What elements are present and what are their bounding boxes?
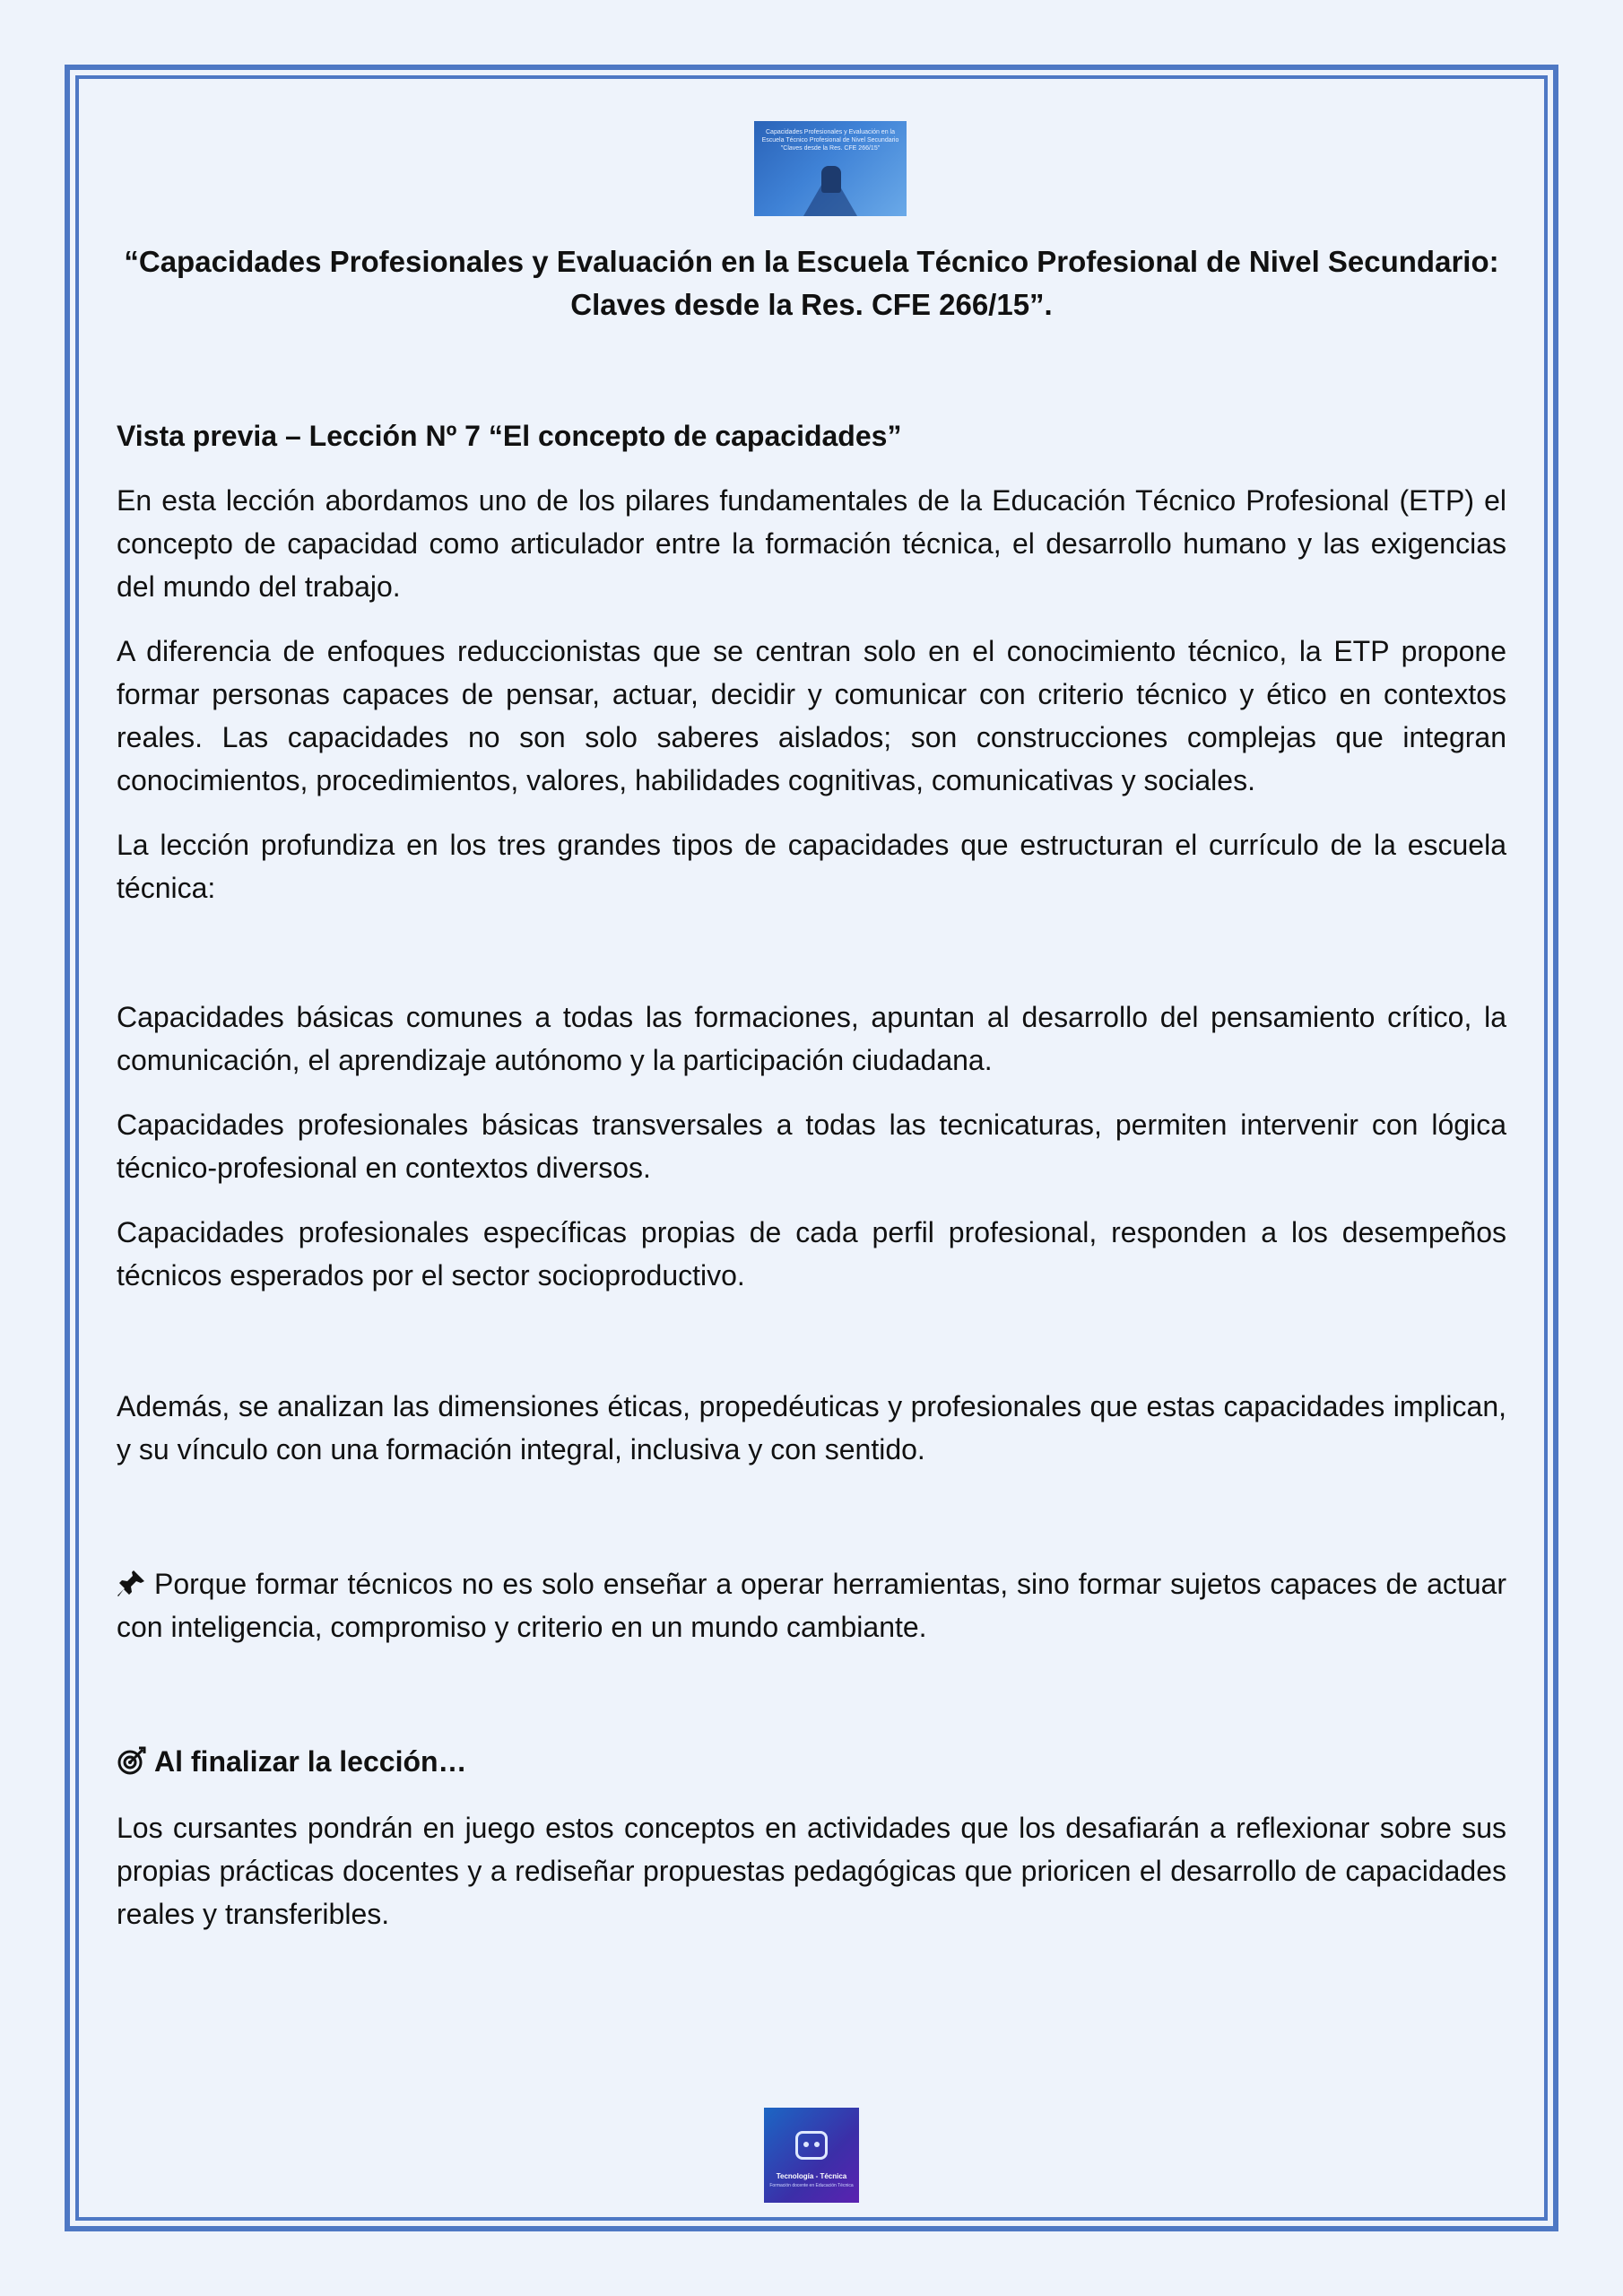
paragraph-transversal-capacities: Capacidades profesionales básicas transversales a todas las tecnicaturas, permiten intervenir con lógica técnico-profesional en contextos diversos. [117, 1109, 1506, 1184]
robot-icon [795, 2131, 828, 2160]
paragraph-intro: En esta lección abordamos uno de los pilares fundamentales de la Educación Técnico Profesional (ETP) el concepto de capacidad como articulador entre la formación técnica, el desarrollo humano y las exigencias del mundo del trabajo. [117, 484, 1506, 603]
paragraph-specific-capacities: Capacidades profesionales específicas propias de cada perfil profesional, responden a los desempeños técnicos esperados por el sector socioproductivo. [117, 1216, 1506, 1292]
pushpin-icon [117, 1568, 147, 1598]
paragraph-approach: A diferencia de enfoques reduccionistas que se centran solo en el conocimiento técnico, la ETP propone formar personas capaces de pensar, actuar, decidir y comunicar con criterio técnico y ético en contextos reales. Las capacidades no son solo saberes aislados; son construcciones complejas que integran conocimientos, procedimientos, valores, habilidades cognitivas, comunicativas y sociales. [117, 635, 1506, 796]
paragraph-closing: Los cursantes pondrán en juego estos conceptos en actividades que los desafiarán a reflexionar sobre sus propias prácticas docentes y a rediseñar propuestas pedagógicas que prioricen el desarrollo de capacidades reales y transferibles. [117, 1812, 1506, 1930]
paragraph-key-message: Porque formar técnicos no es solo enseñar a operar herramientas, sino formar sujetos capaces de actuar con inteligencia, compromiso y criterio en un mundo cambiante. [117, 1568, 1506, 1643]
paragraph-dimensions: Además, se analizan las dimensiones éticas, propedéuticas y profesionales que estas capacidades implican, y su vínculo con una formación integral, inclusiva y con sentido. [117, 1390, 1506, 1465]
target-icon [117, 1745, 147, 1776]
brand-logo: Tecnología - Técnica Formación docente en Educación Técnica [764, 2108, 859, 2203]
course-banner-logo: Capacidades Profesionales y Evaluación en la Escuela Técnico Profesional de Nivel Secundario "Claves desde la Res. CFE 266/15" [754, 121, 907, 216]
closing-heading: Al finalizar la lección… [117, 1740, 1506, 1783]
document-title: “Capacidades Profesionales y Evaluación en la Escuela Técnico Profesional de Nivel Secundario: Claves desde la Res. CFE 266/15”. [124, 245, 1499, 321]
section-heading: Vista previa – Lección Nº 7 “El concepto de capacidades” [117, 420, 902, 452]
paragraph-basic-capacities: Capacidades básicas comunes a todas las formaciones, apuntan al desarrollo del pensamiento crítico, la comunicación, el aprendizaje autónomo y la participación ciudadana. [117, 1001, 1506, 1076]
paragraph-types-intro: La lección profundiza en los tres grandes tipos de capacidades que estructuran el currículo de la escuela técnica: [117, 829, 1506, 904]
